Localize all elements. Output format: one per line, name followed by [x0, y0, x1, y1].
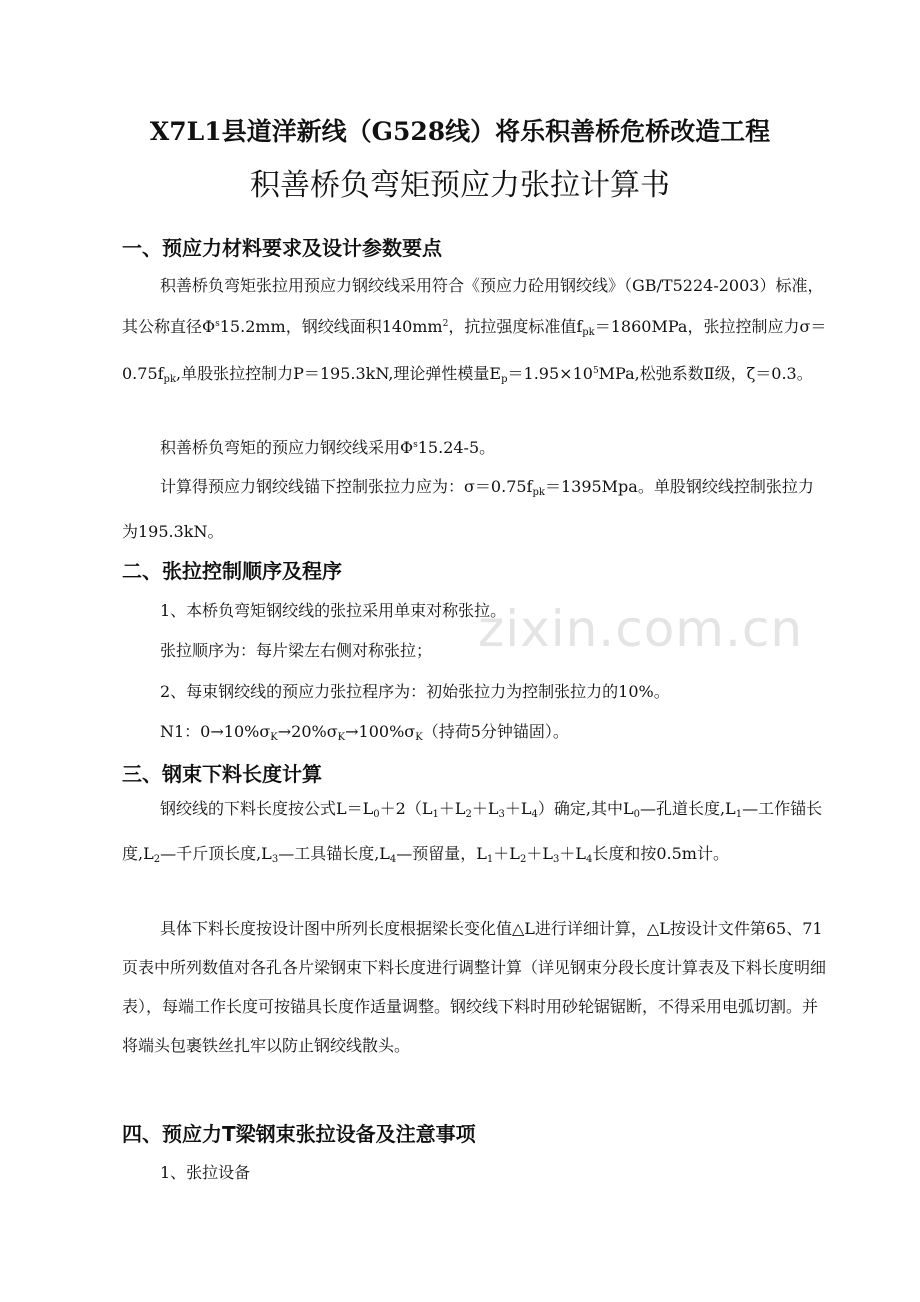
section-2-line-1: 1、本桥负弯矩钢绞线的张拉采用单束对称张拉。: [160, 601, 507, 620]
section-2-heading: 二、张拉控制顺序及程序: [122, 559, 342, 583]
section-4-line-1: 1、张拉设备: [160, 1163, 251, 1182]
document-title: X7L1县道洋新线（G528线）将乐积善桥危桥改造工程: [149, 117, 771, 146]
section-3-heading: 三、钢束下料长度计算: [122, 762, 322, 786]
section-2-line-4: N1：$0\to 10\%\sigma_K\to 20\%\sigma_K\to 100\%\sigma_K$（持荷5分钟锚固）。: [160, 722, 569, 743]
section-1-paragraph-2: 积善桥负弯矩的预应力钢绞线采用$\Phi^s15.24-5$。: [160, 438, 496, 457]
section-3-paragraph-2: 具体下料长度按设计图中所列长度根据梁长变化值△L进行详细计算，△L按设计文件第65、71页表中所列数值对各孔各片梁钢束下料长度进行调整计算（详见钢束分段长度计算表及下料长度明细表），每端工作长度可按锚具长度作适量调整。钢绞线下料时用砂轮锯锯断，不得采用电弧切割。并将端头包裹铁丝扎牢以防止钢绞线散头。: [122, 919, 827, 1055]
section-1-paragraph-3: 计算得预应力钢绞线锚下控制张拉力应为：$\sigma=0.75f_{pk}=1395Mpa$。单股钢绞线控制张拉力为195.3kN。: [122, 477, 814, 541]
section-2-line-2: 张拉顺序为：每片梁左右侧对称张拉；: [160, 641, 433, 660]
document-subtitle: 积善桥负弯矩预应力张拉计算书: [250, 168, 670, 203]
watermark: zixin.com.cn: [478, 600, 804, 658]
section-2-line-3: 2、每束钢绞线的预应力张拉程序为：初始张拉力为控制张拉力的10%。: [160, 682, 670, 701]
section-4-heading: 四、预应力T梁钢束张拉设备及注意事项: [122, 1122, 476, 1146]
section-1-heading: 一、预应力材料要求及设计参数要点: [122, 236, 442, 260]
section-1-paragraph-1: 积善桥负弯矩张拉用预应力钢绞线采用符合《预应力砼用钢绞线》（GB/T5224-2003）标准，其公称直径$\Phi^s15.2mm$，钢绞线面积$140mm^2$，抗拉强度标准值$f_{pk}=1860MPa$，张拉控制应力$\sigma=0.75f_{pk}$,单股张拉控制力P＝195.3kN,理论弹性模量$E_p=1.95\times 10^5MPa$,松弛系数Ⅱ级，ζ＝0.3。: [122, 276, 827, 385]
section-3-paragraph-1: 钢绞线的下料长度按公式$L=L_0+2(L_1+L_2+L_3+L_4)$确定,其中$L_0—$孔道长度$,L_1—$工作锚长度$,L_2—$千斤顶长度$,L_3—$工具锚长度$,L_4—$预留量，$L_1+L_2+L_3+L_4$长度和按0.5m计。: [122, 799, 823, 865]
